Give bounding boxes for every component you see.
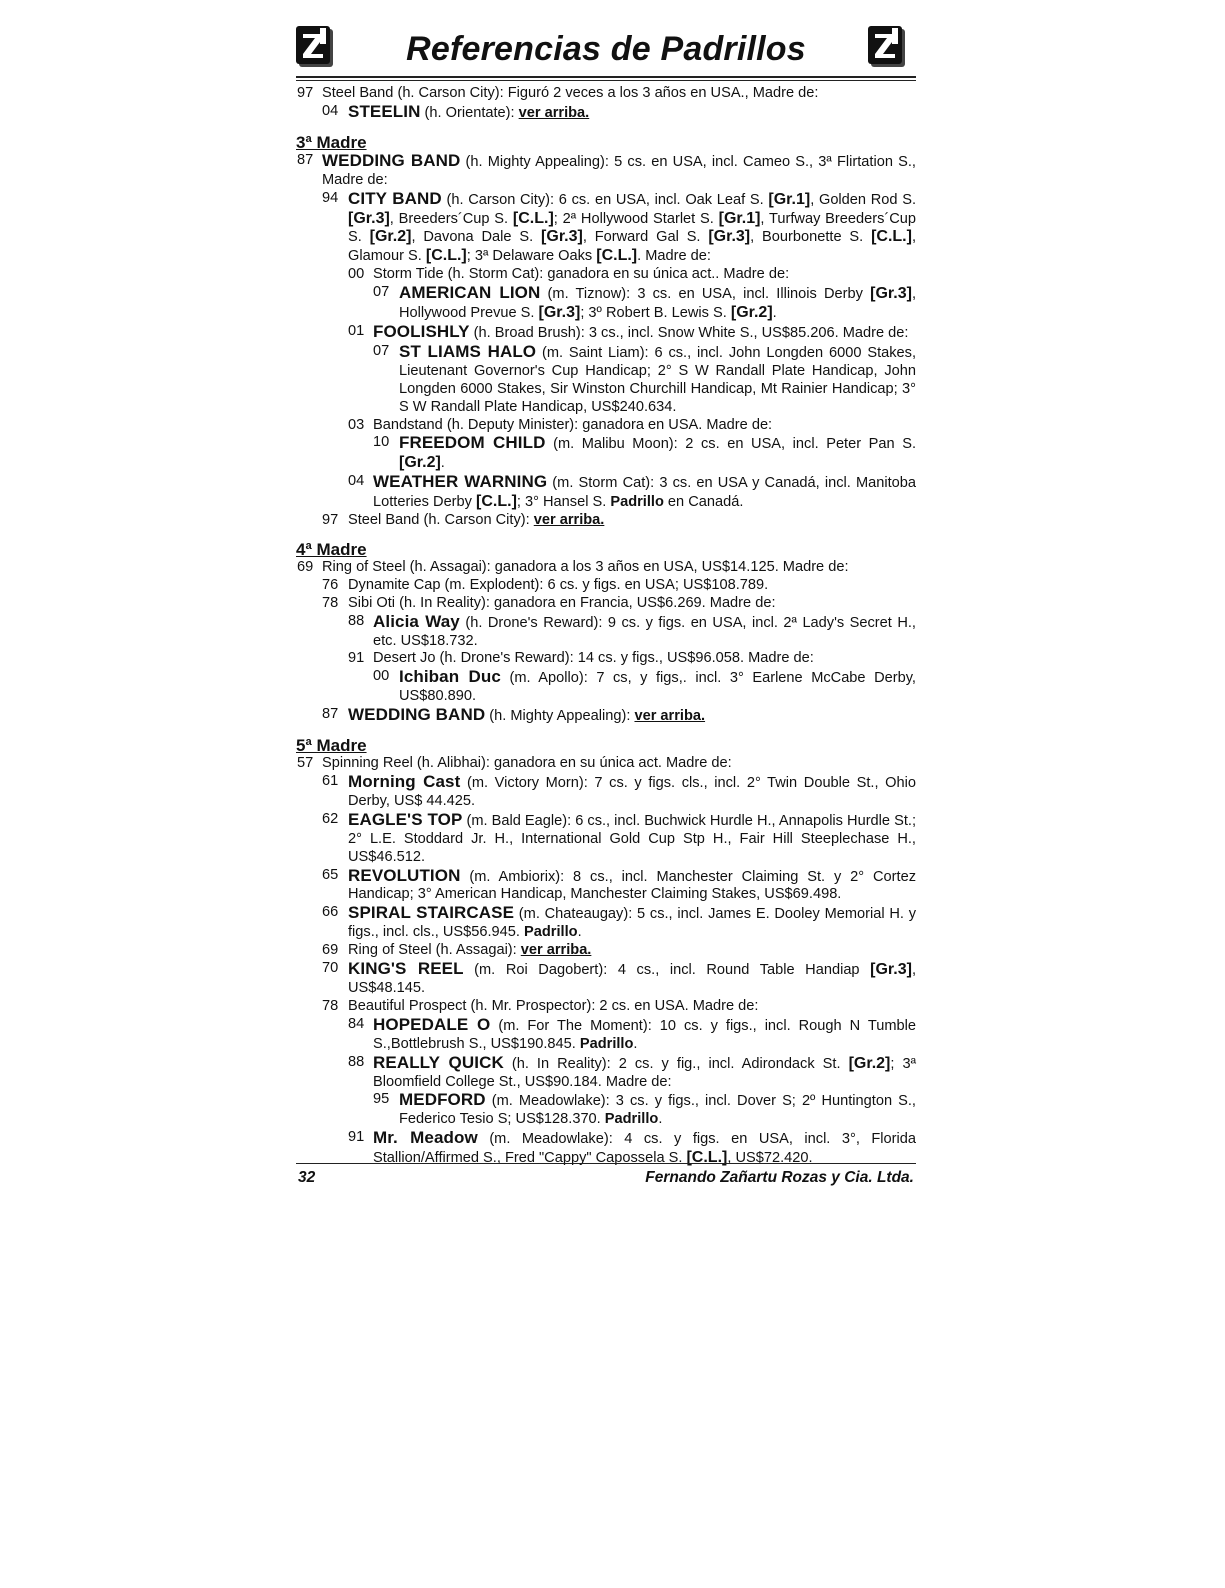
- race-grade: [Gr.1]: [718, 209, 761, 227]
- cross-reference: ver arriba.: [518, 104, 590, 121]
- race-grade: [Gr.2]: [399, 454, 441, 472]
- birth-year: 00: [348, 266, 365, 283]
- horse-name: AMERICAN LION: [399, 283, 541, 303]
- birth-year: 76: [322, 576, 339, 593]
- birth-year: 97: [297, 85, 314, 101]
- section-heading: 4ª Madre: [296, 539, 367, 559]
- entry-text: .: [440, 455, 445, 472]
- entry-text: ; 3ª Bloomfield College St., US$90.184. Madre de:: [373, 1055, 916, 1090]
- pedigree-entry: [296, 103, 916, 123]
- entry-text: , Bourbonette S.: [750, 229, 872, 246]
- horse-name: Mr. Meadow: [373, 1128, 478, 1148]
- pedigree-entry: [296, 284, 916, 323]
- entry-text: (h. Drone's Reward): 9 cs. y figs. en USA, incl. 2ª Lady's Secret H., etc. US$18.732.: [373, 614, 916, 649]
- entry-text: Ring of Steel (h. Assagai):: [348, 942, 521, 959]
- entry-text: (h. Mighty Appealing):: [485, 708, 635, 725]
- entry-text: , Turfway Breeders´Cup S.: [348, 210, 917, 246]
- pedigree-entry: [296, 1091, 916, 1129]
- entry-text: , Davona Dale S.: [411, 229, 542, 246]
- entry-text: ; 2ª Hollywood Starlet S.: [553, 210, 719, 227]
- horse-name: WEATHER WARNING: [373, 472, 548, 492]
- birth-year: 57: [297, 755, 314, 772]
- pedigree-content: [296, 85, 916, 1168]
- race-grade: [Gr.1]: [768, 190, 811, 208]
- stud-label: Padrillo: [579, 1035, 634, 1052]
- birth-year: 07: [373, 342, 390, 359]
- cross-reference: ver arriba.: [533, 512, 605, 529]
- birth-year: 04: [322, 102, 339, 119]
- entry-text: Sibi Oti (h. In Reality): ganadora en Francia, US$6.269. Madre de:: [348, 594, 776, 611]
- entry-text: ; 3ª Delaware Oaks: [466, 248, 597, 265]
- entry-text: , US$48.145.: [348, 962, 916, 996]
- entry-text: (h. Orientate):: [420, 104, 519, 121]
- cross-reference: ver arriba.: [634, 708, 706, 725]
- pedigree-entry: [296, 755, 916, 773]
- race-grade: [Gr.2]: [369, 228, 412, 246]
- horse-name: Morning Cast: [348, 772, 461, 791]
- birth-year: 88: [348, 612, 365, 629]
- entry-text: Beautiful Prospect (h. Mr. Prospector): 2 cs. en USA. Madre de:: [348, 997, 759, 1014]
- birth-year: 78: [322, 997, 339, 1014]
- horse-name: HOPEDALE O: [373, 1014, 491, 1034]
- entry-text: .: [633, 1035, 638, 1052]
- race-grade: [C.L.]: [596, 247, 638, 265]
- pedigree-entry: [296, 266, 916, 284]
- entry-text: (m. Saint Liam): 6 cs., incl. John Longden 6000 Stakes, Lieutenant Governor's Cup Handicap; 2° S W Randall Plate Handicap, John Longden 6000 Stakes, Sir Winston Churchill Handicap, Mt Rainier Handicap; 3° S W Randall Plate Handicap, US$240.634.: [399, 344, 917, 415]
- pedigree-entry: [296, 190, 916, 267]
- horse-name: WEDDING BAND: [348, 705, 486, 725]
- birth-year: 65: [322, 866, 339, 883]
- horse-name: REALLY QUICK: [373, 1052, 504, 1072]
- entry-text: (h. Carson City): 6 cs. en USA, incl. Oak Leaf S.: [441, 191, 769, 208]
- birth-year: 78: [322, 594, 339, 611]
- race-grade: [C.L.]: [871, 228, 912, 246]
- entry-text: (m. Apollo): 7 cs, y figs,. incl. 3° Earlene McCabe Derby, US$80.890.: [399, 670, 916, 705]
- entry-text: Dynamite Cap (m. Explodent): 6 cs. y figs. en USA; US$108.789.: [348, 576, 769, 593]
- birth-year: 91: [348, 1129, 365, 1146]
- race-grade: [Gr.3]: [870, 285, 912, 303]
- entry-text: Bandstand (h. Deputy Minister): ganadora en USA. Madre de:: [373, 416, 773, 433]
- race-grade: [Gr.2]: [848, 1054, 891, 1072]
- entry-text: , US$72.420.: [727, 1150, 813, 1167]
- section-heading: 5ª Madre: [296, 736, 367, 756]
- entry-text: (h. In Reality): 2 cs. y fig., incl. Adirondack St.: [503, 1055, 849, 1072]
- horse-name: REVOLUTION: [348, 865, 461, 885]
- pedigree-entry: [296, 85, 916, 103]
- pedigree-entry: [296, 942, 916, 960]
- entry-text: Spinning Reel (h. Alibhai): ganadora en su única act. Madre de:: [322, 755, 732, 772]
- entry-text: (m. For The Moment): 10 cs. y figs., incl. Rough N Tumble S.,Bottlebrush S., US$190.845.: [373, 1017, 917, 1052]
- header-divider: [296, 80, 916, 81]
- horse-name: Ichiban Duc: [399, 667, 501, 687]
- entry-text: , Forward Gal S.: [582, 229, 709, 246]
- page-header: [296, 18, 916, 78]
- entry-text: .: [772, 305, 777, 322]
- entry-text: Storm Tide (h. Storm Cat): ganadora en su única act.. Madre de:: [373, 266, 790, 283]
- entry-text: (m. Ambiorix): 8 cs., incl. Manchester Claiming St. y 2° Cortez Handicap; 3° American Handicap, Manchester Claiming Stakes, US$69.498.: [348, 868, 916, 903]
- birth-year: 00: [373, 668, 390, 685]
- pedigree-entry: [296, 867, 916, 905]
- entry-text: en Canadá.: [663, 494, 744, 511]
- race-grade: [C.L.]: [425, 247, 467, 265]
- entry-text: Steel Band (h. Carson City): Figuró 2 veces a los 3 años en USA., Madre de:: [322, 85, 819, 101]
- birth-year: 04: [348, 473, 365, 490]
- entry-text: (h. Broad Brush): 3 cs., incl. Snow White S., US$85.206. Madre de:: [469, 324, 909, 341]
- birth-year: 03: [348, 416, 365, 433]
- pedigree-entry: [296, 998, 916, 1016]
- horse-name: WEDDING BAND: [322, 150, 461, 170]
- race-grade: [C.L.]: [686, 1149, 728, 1167]
- horse-name: STEELIN: [348, 101, 421, 121]
- pedigree-entry: [296, 1016, 916, 1054]
- birth-year: 07: [373, 284, 390, 301]
- pedigree-entry: [296, 434, 916, 473]
- birth-year: 91: [348, 650, 365, 667]
- pedigree-entry: [296, 904, 916, 942]
- pedigree-entry: [296, 323, 916, 343]
- entry-text: .: [658, 1111, 663, 1128]
- entry-text: Steel Band (h. Carson City):: [348, 512, 534, 529]
- pedigree-entry: [296, 343, 916, 417]
- horse-name: FREEDOM CHILD: [399, 433, 546, 453]
- entry-text: (h. Mighty Appealing): 5 cs. en USA, incl. Cameo S., 3ª Flirtation S., Madre de:: [322, 153, 916, 188]
- birth-year: 87: [322, 706, 339, 723]
- entry-text: (m. Meadowlake): 3 cs. y figs., incl. Dover S; 2º Huntington S., Federico Tesio S; US$128.370.: [399, 1093, 916, 1128]
- entry-text: .: [577, 924, 582, 941]
- birth-year: 94: [322, 189, 339, 206]
- pedigree-entry: [296, 650, 916, 668]
- entry-text: (m. Storm Cat): 3 cs. en USA y Canadá, incl. Manitoba Lotteries Derby: [373, 475, 916, 511]
- entry-text: (m. Chateaugay): 5 cs., incl. James E. Dooley Memorial H. y figs., incl. cls., US$56.945.: [348, 906, 916, 941]
- pedigree-entry: [296, 473, 916, 512]
- horse-name: SPIRAL STAIRCASE: [348, 903, 515, 923]
- birth-year: 88: [348, 1053, 365, 1070]
- page-number: 32: [298, 1169, 316, 1186]
- pedigree-entry: [296, 706, 916, 726]
- pedigree-entry: [296, 152, 916, 190]
- entry-text: (m. Malibu Moon): 2 cs. en USA, incl. Peter Pan S.: [545, 436, 917, 453]
- horse-name: CITY BAND: [348, 188, 442, 208]
- birth-year: 69: [322, 942, 339, 959]
- entry-text: (m. Tiznow): 3 cs. en USA, incl. Illinois Derby: [540, 286, 871, 303]
- pedigree-entry: [296, 417, 916, 435]
- page-title: Referencias de Padrillos: [406, 30, 806, 68]
- pedigree-entry: [296, 595, 916, 613]
- race-grade: [Gr.3]: [708, 228, 751, 246]
- entry-text: , Glamour S.: [348, 229, 917, 265]
- entry-text: (m. Roi Dagobert): 4 cs., incl. Round Table Handiap: [463, 962, 871, 979]
- stud-label: Padrillo: [610, 494, 664, 511]
- birth-year: 66: [322, 904, 339, 921]
- page: [296, 18, 916, 1168]
- horse-name: EAGLE'S TOP: [348, 809, 463, 829]
- horse-name: Alicia Way: [373, 611, 460, 631]
- birth-year: 69: [297, 558, 314, 575]
- birth-year: 62: [322, 810, 339, 827]
- horse-name: ST LIAMS HALO: [399, 341, 537, 361]
- birth-year: 10: [373, 434, 390, 451]
- birth-year: 97: [322, 512, 339, 529]
- birth-year: 95: [373, 1091, 390, 1108]
- entry-text: Ring of Steel (h. Assagai): ganadora a los 3 años en USA, US$14.125. Madre de:: [322, 558, 849, 575]
- entry-text: ; 3º Robert B. Lewis S.: [580, 305, 731, 322]
- entry-text: Desert Jo (h. Drone's Reward): 14 cs. y figs., US$96.058. Madre de:: [373, 650, 814, 667]
- race-grade: [C.L.]: [512, 209, 554, 227]
- horse-name: MEDFORD: [399, 1090, 486, 1110]
- pedigree-entry: [296, 613, 916, 651]
- pedigree-entry: [296, 577, 916, 595]
- company-name: Fernando Zañartu Rozas y Cia. Ltda.: [645, 1169, 914, 1186]
- pedigree-entry: [296, 559, 916, 577]
- entry-text: (m. Victory Morn): 7 cs. y figs. cls., incl. 2° Twin Double St., Ohio Derby, US$ 44.425.: [348, 775, 916, 809]
- cross-reference: ver arriba.: [520, 942, 592, 959]
- birth-year: 61: [322, 773, 339, 789]
- race-grade: [Gr.3]: [870, 961, 912, 979]
- pedigree-entry: [296, 960, 916, 998]
- stud-label: Padrillo: [524, 924, 578, 941]
- pedigree-entry: [296, 1054, 916, 1092]
- entry-text: (m. Meadowlake): 4 cs. y figs. en USA, incl. 3°, Florida Stallion/Affirmed S., Fred "Cappy" Capossela S.: [373, 1131, 916, 1167]
- pedigree-entry: [296, 773, 916, 811]
- birth-year: 87: [297, 151, 314, 168]
- race-grade: [C.L.]: [476, 493, 517, 511]
- section-heading: 3ª Madre: [296, 132, 367, 152]
- race-grade: [Gr.3]: [348, 209, 390, 227]
- entry-text: ; 3° Hansel S.: [516, 494, 611, 511]
- entry-text: , Golden Rod S.: [810, 191, 917, 208]
- stud-label: Padrillo: [604, 1111, 659, 1128]
- horse-name: FOOLISHLY: [373, 321, 470, 341]
- entry-text: , Hollywood Prevue S.: [399, 286, 916, 322]
- pedigree-entry: [296, 512, 916, 530]
- birth-year: 01: [348, 322, 365, 339]
- birth-year: 70: [322, 960, 339, 977]
- pedigree-entry: [296, 811, 916, 867]
- pedigree-entry: [296, 668, 916, 706]
- logo-icon: [868, 24, 910, 70]
- entry-text: . Madre de:: [637, 248, 711, 265]
- race-grade: [Gr.3]: [538, 304, 581, 322]
- birth-year: 84: [348, 1015, 365, 1032]
- horse-name: KING'S REEL: [348, 959, 464, 979]
- race-grade: [Gr.3]: [541, 228, 583, 246]
- entry-text: (m. Bald Eagle): 6 cs., incl. Buchwick Hurdle H., Annapolis Hurdle St.; 2° L.E. Stoddard Jr. H., International Gold Cup Stp H., Fair Hill Steeplechase H., US$46.512.: [348, 812, 916, 865]
- entry-text: , Breeders´Cup S.: [389, 210, 513, 227]
- page-footer: [296, 1163, 916, 1186]
- race-grade: [Gr.2]: [730, 304, 773, 322]
